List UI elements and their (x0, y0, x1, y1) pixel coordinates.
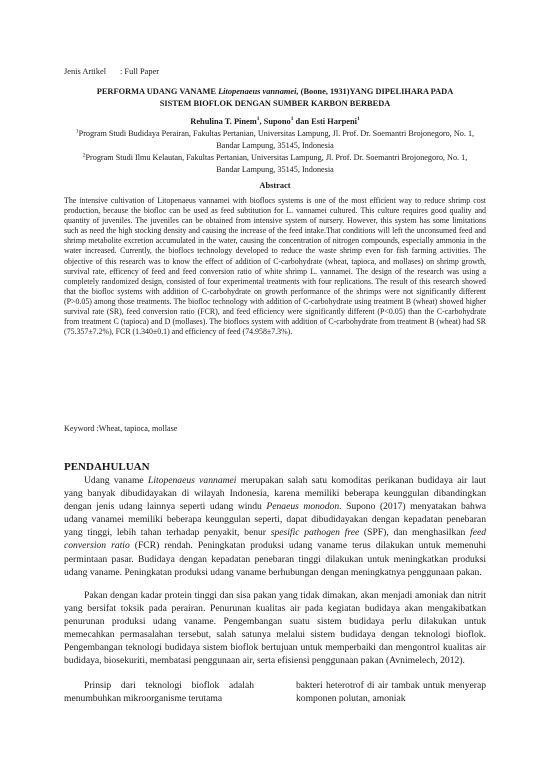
abstract-text: The intensive cultivation of Litopenaeus vannamei with bioflocs systems is one of the most efficient way to reduce shrimp cost production, because the biofloc can be used as feed subtitution for L. vannamei cultured. This culture requires good quality and quantity of juveniles. The juveniles can be obtained from intensive system of nursery. However, this system has some limitations such as need the high stocking density and causing the increase of the feed intake.That conditions will left the unconsumed feed and shrimp metabolite excretion accumulated in the water, causing the concentration of nitrogen compounds, especially ammonia in the water increased. Currently, the bioflocs technology developed to reduce the waste shrimp even for fish farming activities. The objective of this research was to know the effect of addition of C-carbohydrate (wheat, tapioca, and mollases) on shrimp growth, survival rate, efficency of feed and feed conversion ratio of white shrimp L. vannamei. The design of the research was using a completely randomized design, consisted of four experimental treatments with four replications. The result of this research showed that the biofloc systems with addition of C-carbohydrate on growth performance of the shrimps were not significantly different (P>0.05) among those treatments. The biofloc technology with addition of C-carbohydrate using treatment B (wheat) showed higher survival rate (SR), feed conversion ratio (FCR), and feed efficiency were significantly different (P<0.05) than the C-carbohydrate from treatment C (tapioca) and D (mollases). The bioflocs system with addition of C-carbohydrate from treatment B (wheat) had SR (75.357±7.2%), FCR (1.340±0.1) and efficiency of feed (74.958±7.3%). (64, 196, 486, 337)
author-3-sup: 1 (356, 116, 360, 123)
affiliation-1-text: Program Studi Budidaya Perairan, Fakultas Pertanian, Universitas Lampung, Jl. Prof. Dr. Soemantri Brojonegoro, No. 1, Bandar Lampung, 35145, Indonesia (78, 129, 475, 151)
affiliation-1 (70, 128, 480, 152)
intro-paragraph-2: Pakan dengan kadar protein tinggi dan sisa pakan yang tidak dimakan, akan menjadi amoniak dan nitrit yang bersifat toksik pada perairan. Penurunan kualitas air pada kegiatan budidaya akan mengakibatkan penurunan produksi udang vaname. Pengembangan suatu sistem budidaya perlu dilakukan untuk memecahkan permasalahan tersebut, salah satunya melalui sistem budidaya dengan teknologi bioflok. Pengembangan teknologi budidaya sistem bioflok bertujuan untuk memperbaiki dan mengontrol kualitas air budidaya, biosekuriti, membatasi penggunaan air, serta efisiensi penggunaan pakan (Avnimelech, 2012). (64, 590, 486, 667)
author-3: dan Esti Harpeni (293, 117, 357, 126)
p1-fcr: feed conversion ratio (64, 527, 487, 552)
p1-text-b: merupakan salah satu komoditas perikanan budidaya air laut yang banyak dibudidayakan di wilayah Indonesia, karena memiliki beberapa keunggulan dibandingkan dengan jenis udang lainnya seperti udang windu (64, 475, 486, 513)
affiliation-1-sup: 1 (75, 128, 79, 135)
author-1-sup: 1 (256, 116, 260, 123)
p1-text-a: Udang vaname (84, 475, 148, 486)
p1-text-e: (FCR) rendah. Peningkatan produksi udang vaname terus dilakukan untuk memenuhi permintaan pasar. Budidaya dengan kepadatan penebaran tinggi dilakukan untuk meningkatkan produksi udang vaname. Peningkatan produksi udang vaname berhubungan dengan meningkatnya penggunaan pakan. (64, 540, 486, 578)
article-type-value: : Full Paper (120, 67, 160, 76)
title-part2: (Boone, 1931)YANG DIPELIHARA PADA (298, 87, 454, 96)
article-type-label: Jenis Artikel (64, 67, 107, 76)
affiliation-2-text: Program Studi Ilmu Kelautan, Fakultas Pertanian, Universitas Lampung, Jl. Prof. Dr. Soemantri Brojonegoro, No. 1, Bandar Lampung, 35145, Indonesia (85, 153, 468, 175)
article-type (64, 67, 159, 76)
affiliation-2-sup: 2 (82, 152, 86, 159)
title-part1: PERFORMA UDANG VANAME (96, 87, 219, 96)
title-line2: SISTEM BIOFLOK DENGAN SUMBER KARBON BERBEDA (159, 99, 391, 108)
abstract-heading: Abstract (259, 181, 291, 190)
p1-species-2: Penaeus monodon (266, 501, 340, 513)
paper-title (64, 86, 486, 110)
affiliation-2 (70, 152, 480, 176)
column-left-text: Prinsip dari teknologi bioflok adalah menumbuhkan mikroorganisme terutama (64, 680, 254, 705)
title-species: Litopenaeus vannamei, (218, 87, 299, 96)
intro-paragraph-1 (64, 474, 486, 579)
p1-text-c: . Supono (2017) menyatakan bahwa udang vanamei memiliki beberapa keunggulan seperti, dapat dibudidayakan dengan kepadatan penebaran yang tinggi, lebih tahan terhadap penyakit, benur (64, 501, 486, 539)
p1-text-d: (SPF), dan menghasilkan (359, 527, 471, 539)
p1-spf: spesific pathogen free (270, 527, 360, 539)
author-2: , Supono (259, 117, 291, 126)
column-right-text: bakteri heterotrof di air tambak untuk menyerap komponen polutan, amoniak (296, 680, 486, 705)
p1-species: Litopenaeus vannamei (147, 475, 237, 486)
keywords: Keyword :Wheat, tapioca, mollase (64, 424, 178, 433)
author-1: Rehulina T. Pinem (190, 117, 257, 126)
section-heading: PENDAHULUAN (64, 461, 150, 473)
author-2-sup: 1 (290, 116, 294, 123)
author-list (64, 116, 486, 128)
